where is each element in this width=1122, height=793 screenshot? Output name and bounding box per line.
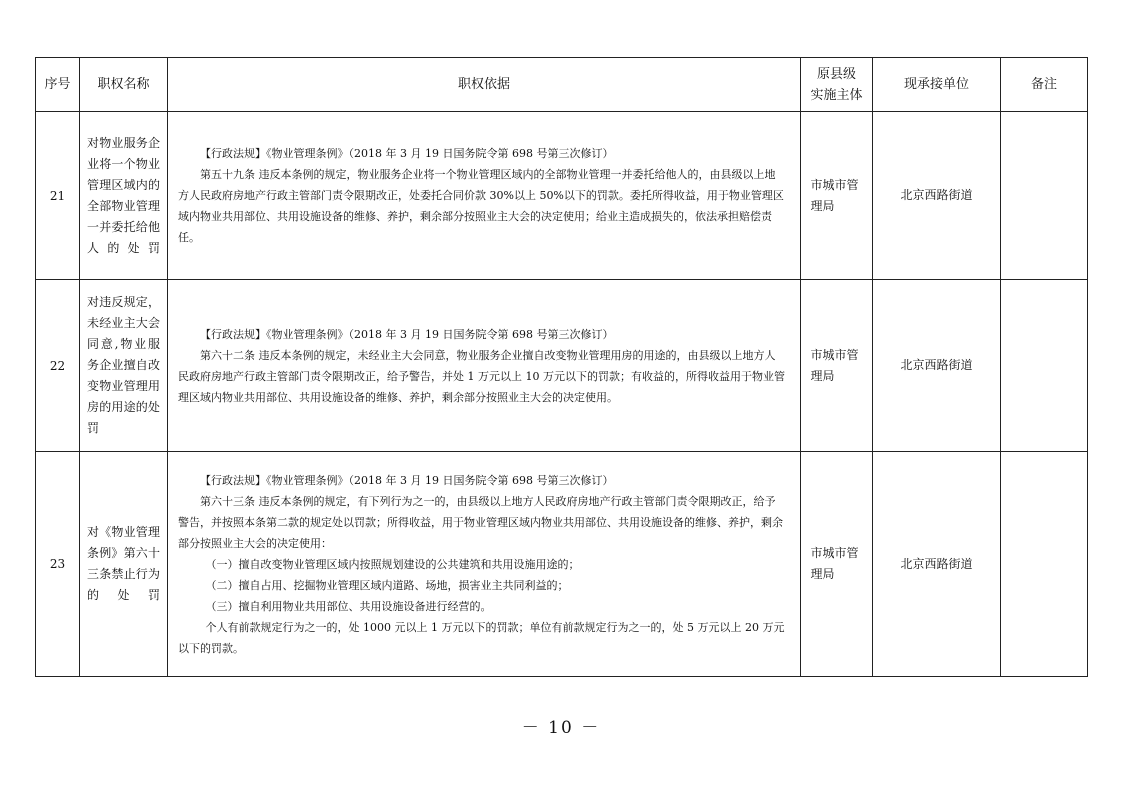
row-power-name: 对物业服务企业将一个物业管理区域内的全部物业管理一并委托给他人的处罚 xyxy=(80,112,168,280)
basis-source: 【行政法规】《物业管理条例》（2018 年 3 月 19 日国务院令第 698 号第三次修订） xyxy=(200,327,614,341)
header-original-org: 原县级 实施主体 xyxy=(801,58,873,112)
basis-source: 【行政法规】《物业管理条例》（2018 年 3 月 19 日国务院令第 698 号第三次修订） xyxy=(200,147,614,160)
row-current-unit: 北京西路街道 xyxy=(873,112,1001,280)
row-original-org xyxy=(801,452,873,677)
row-seq: 21 xyxy=(36,112,80,280)
power-list-table xyxy=(35,57,1088,677)
row-remark xyxy=(1001,452,1088,677)
row-power-basis xyxy=(168,452,801,677)
header-name: 职权名称 xyxy=(80,58,168,112)
header-basis: 职权依据 xyxy=(168,58,801,112)
basis-article: 第六十三条 违反本条例的规定，有下列行为之一的，由县级以上地方人民政府房地产行政主管部门责令限期改正，给予警告，并按照本条第二款的规定处以罚款；所得收益，用于物业管理区域内物业共用部位、共用设施设备的维修、养护，剩余部分按照业主大会的决定使用： xyxy=(178,494,783,550)
row-power-basis xyxy=(168,112,801,280)
basis-source: 【行政法规】《物业管理条例》（2018 年 3 月 19 日国务院令第 698 号第三次修订） xyxy=(200,473,614,487)
org-text: 市城市管理局 xyxy=(810,177,859,213)
header-seq: 序号 xyxy=(36,58,80,112)
basis-item-1: （一）擅自改变物业管理区域内按照规划建设的公共建筑和共用设施用途的； xyxy=(205,557,580,571)
basis-article: 第五十九条 违反本条例的规定，物业服务企业将一个物业管理区域内的全部物业管理一并委托给他人的，由县级以上地方人民政府房地产行政主管部门责令限期改正，处委托合同价款 30%以上 50%以下的罚款。委托所得收益，用于物业管理区域内物业共用部位、共用设施设备的维修、养护，剩余部分按照业主大会的决定使用；给业主造成损失的，依法承担赔偿责任。 xyxy=(178,168,784,244)
row-seq: 23 xyxy=(36,452,80,677)
table-row xyxy=(36,452,1088,677)
header-current-unit: 现承接单位 xyxy=(873,58,1001,112)
row-original-org xyxy=(801,280,873,452)
row-seq: 22 xyxy=(36,280,80,452)
basis-item-3: （三）擅自利用物业共用部位、共用设施设备进行经营的。 xyxy=(205,599,492,613)
table-header-row xyxy=(36,58,1088,112)
basis-item-2: （二）擅自占用、挖掘物业管理区域内道路、场地，损害业主共同利益的； xyxy=(205,578,569,592)
basis-article: 第六十二条 违反本条例的规定，未经业主大会同意，物业服务企业擅自改变物业管理用房的用途的，由县级以上地方人民政府房地产行政主管部门责令限期改正，给予警告，并处 1 万元以上 10 万元以下的罚款；有收益的，所得收益用于物业管理区域内物业共用部位、共用设施设备的维修、养护，剩余部分按照业主大会的决定使用。 xyxy=(178,348,785,404)
row-current-unit: 北京西路街道 xyxy=(873,452,1001,677)
row-power-name: 对违反规定，未经业主大会同意,物业服务企业擅自改变物业管理用房的用途的处罚 xyxy=(80,280,168,452)
row-power-basis xyxy=(168,280,801,452)
org-text: 市城市管理局 xyxy=(810,546,859,581)
basis-penalty: 个人有前款规定行为之一的，处 1000 元以上 1 万元以下的罚款；单位有前款规定行为之一的，处 5 万元以上 20 万元以下的罚款。 xyxy=(178,620,785,655)
table-row xyxy=(36,112,1088,280)
header-remark: 备注 xyxy=(1001,58,1088,112)
row-power-name: 对《物业管理条例》第六十三条禁止行为的处罚 xyxy=(80,452,168,677)
table-row xyxy=(36,280,1088,452)
page-number: － 10 － xyxy=(521,718,601,738)
row-remark xyxy=(1001,112,1088,280)
row-remark xyxy=(1001,280,1088,452)
row-current-unit: 北京西路街道 xyxy=(873,280,1001,452)
row-original-org xyxy=(801,112,873,280)
org-text: 市城市管理局 xyxy=(810,347,859,383)
